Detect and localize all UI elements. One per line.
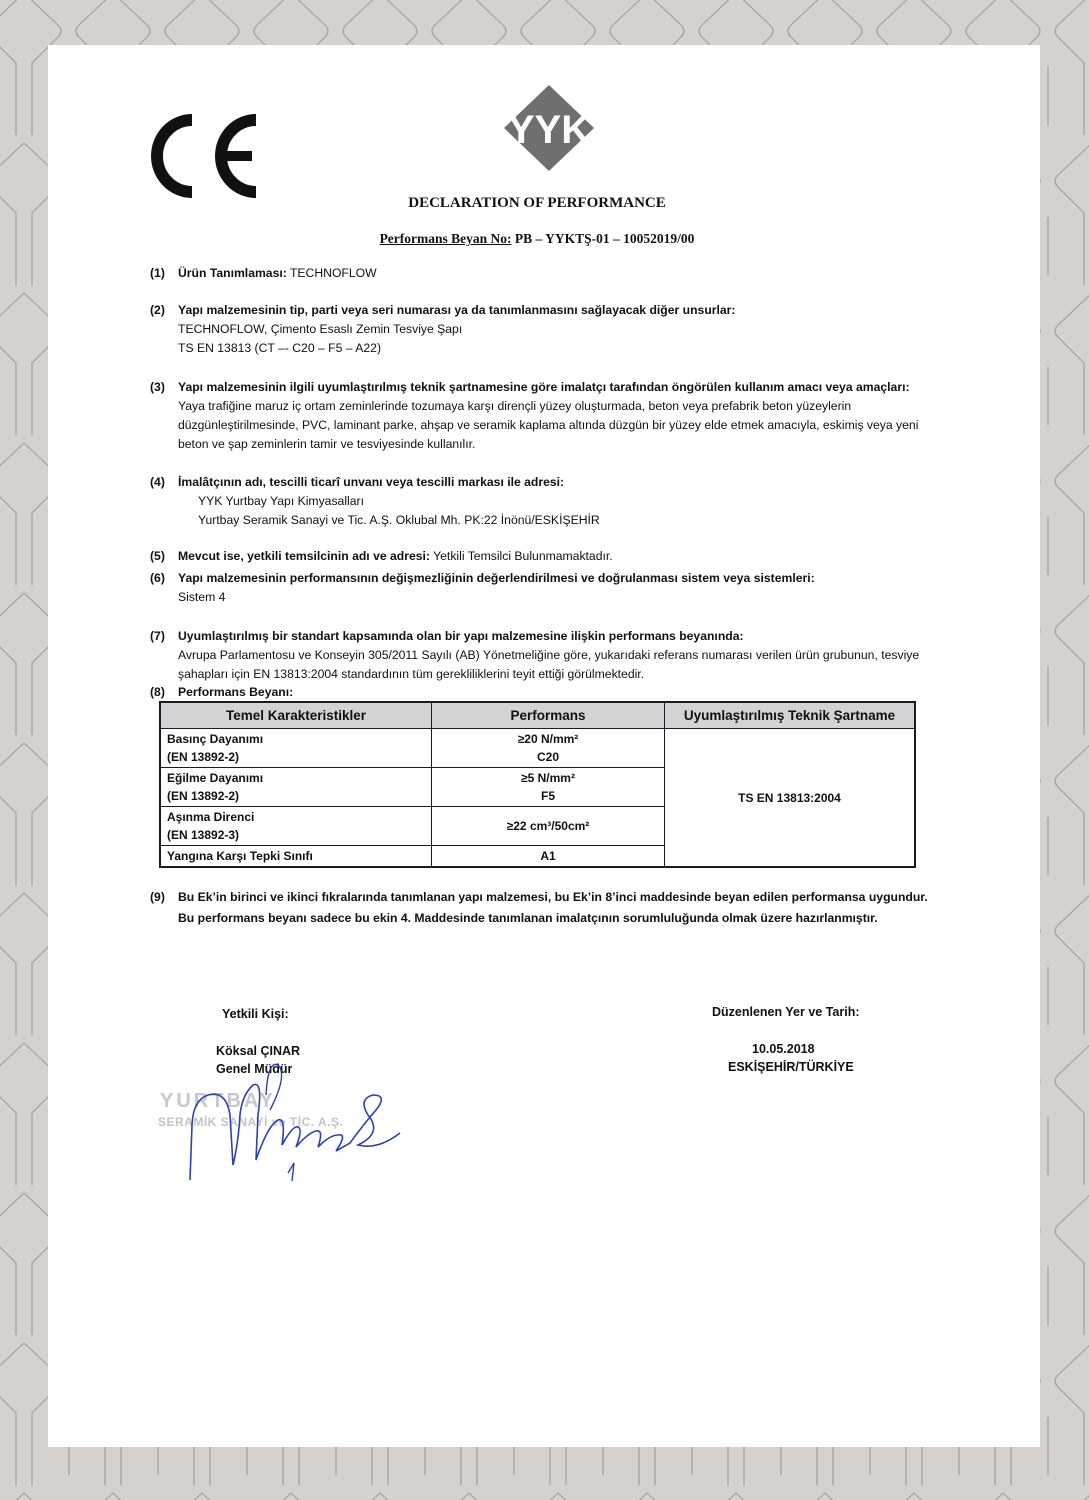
document-page bbox=[48, 45, 1040, 1447]
issue-place: ESKİŞEHİR/TÜRKİYE bbox=[728, 1060, 854, 1074]
characteristic-name: Eğilme Dayanımı bbox=[167, 771, 264, 785]
section-label: Performans Beyanı: bbox=[178, 685, 294, 699]
section-4 bbox=[150, 473, 930, 530]
section-label: Yapı malzemesinin performansının değişmezliğinin değerlendirilmesi ve doğrulanması sistem veya sistemleri: bbox=[178, 571, 815, 585]
issue-date: 10.05.2018 bbox=[752, 1042, 815, 1056]
characteristic-cell: Yangına Karşı Tepki Sınıfı bbox=[160, 846, 432, 868]
section-label: Yapı malzemesinin tip, parti veya seri numarası ya da tanımlanmasını sağlayacak diğer unsurlar: bbox=[178, 303, 736, 317]
section-number: (3) bbox=[150, 380, 165, 394]
characteristic-name: Aşınma Direnci bbox=[167, 810, 255, 824]
signatory-name: Köksal ÇINAR bbox=[216, 1044, 301, 1058]
section-5 bbox=[150, 547, 930, 566]
section-label: Ürün Tanımlaması: bbox=[178, 266, 287, 280]
section-text: TECHNOFLOW bbox=[286, 266, 377, 280]
section-8 bbox=[150, 683, 930, 702]
authorized-person-label: Yetkili Kişi: bbox=[222, 1007, 289, 1021]
column-header: Uyumlaştırılmış Teknik Şartname bbox=[665, 702, 916, 729]
document-title: DECLARATION OF PERFORMANCE bbox=[408, 195, 666, 211]
section-number: (4) bbox=[150, 475, 165, 489]
section-line: Sistem 4 bbox=[178, 590, 226, 604]
section-text: Avrupa Parlamentosu ve Konseyin 305/2011 Sayılı (AB) Yönetmeliğine göre, yukarıdaki referans numarası verilen ürün grubunun, tesviye şahapları için EN 13813:2004 standardının tüm gerekliliklerini teyit ettiği görülmektedir. bbox=[178, 648, 920, 681]
section-line: YYK Yurtbay Yapı Kimyasalları bbox=[198, 494, 364, 508]
section-2 bbox=[150, 301, 930, 358]
performance-cell: ≥22 cm³/50cm² bbox=[432, 807, 665, 846]
performance-table bbox=[159, 701, 916, 868]
performance-class: C20 bbox=[536, 750, 559, 764]
yyk-logo-icon bbox=[494, 83, 604, 173]
signatory-role: Genel Müdür bbox=[216, 1062, 293, 1076]
performance-cell: A1 bbox=[432, 846, 665, 868]
section-number: (5) bbox=[150, 549, 165, 563]
svg-text:YYK: YYK bbox=[507, 108, 591, 152]
declaration-number-label: Performans Beyan No: bbox=[379, 231, 512, 246]
section-label: Mevcut ise, yetkili temsilcinin adı ve adresi: bbox=[178, 549, 430, 563]
characteristic-standard: (EN 13892-2) bbox=[167, 789, 240, 803]
section-line: Yurtbay Seramik Sanayi ve Tic. A.Ş. Oklubal Mh. PK:22 İnönü/ESKİŞEHİR bbox=[198, 513, 600, 527]
performance-cell bbox=[432, 729, 665, 768]
section-number: (7) bbox=[150, 629, 165, 643]
section-number: (1) bbox=[150, 266, 165, 280]
section-3 bbox=[150, 378, 930, 454]
section-text: Yaya trafiğine maruz iç ortam zeminlerinde tozumaya karşı dirençli yüzey oluşturmada, beton veya prefabrik beton yüzeylerin düzgünleştirilmesinde, PVC, laminant parke, ahşap ve seramik kaplama altında düzgün bir yüzey elde etmek amacıyla, eskimiş veya yeni beton ve şap zeminlerin tamir ve tesviyesinde kullanılır. bbox=[178, 399, 919, 451]
performance-cell bbox=[432, 768, 665, 807]
section-text: Bu Ek’in birinci ve ikinci fıkralarında tanımlanan yapı malzemesi, bu Ek’in 8’inci maddesinde beyan edilen performansa uygundur. Bu performans beyanı sadece bu ekin 4. Maddesinde tanımlanan imalatçının sorumluluğunda olmak üzere hazırlanmıştır. bbox=[178, 890, 928, 925]
company-stamp-line1: YURTBAY bbox=[160, 1090, 276, 1112]
characteristic-cell bbox=[160, 729, 432, 768]
section-number: (9) bbox=[150, 890, 165, 904]
characteristic-name: Basınç Dayanımı bbox=[167, 732, 264, 746]
section-number: (2) bbox=[150, 303, 165, 317]
section-line: TS EN 13813 (CT –- C20 – F5 – A22) bbox=[178, 341, 381, 355]
section-label: Uyumlaştırılmış bir standart kapsamında olan bir yapı malzemesine ilişkin performans beyanında: bbox=[178, 629, 744, 643]
characteristic-standard: (EN 13892-2) bbox=[167, 750, 240, 764]
performance-value: ≥5 N/mm² bbox=[521, 771, 575, 785]
declaration-number-value: PB – YYKTŞ-01 – 10052019/00 bbox=[511, 231, 695, 246]
characteristic-cell bbox=[160, 807, 432, 846]
section-number: (6) bbox=[150, 571, 165, 585]
table-header-row bbox=[160, 702, 915, 729]
place-date-label: Düzenlenen Yer ve Tarih: bbox=[712, 1005, 860, 1019]
section-6 bbox=[150, 569, 930, 607]
characteristic-cell bbox=[160, 768, 432, 807]
column-header: Temel Karakteristikler bbox=[160, 702, 432, 729]
section-line: TECHNOFLOW, Çimento Esaslı Zemin Tesviye Şapı bbox=[178, 322, 463, 336]
ce-mark-icon bbox=[148, 110, 268, 200]
section-7 bbox=[150, 627, 930, 684]
section-label: İmalâtçının adı, tescilli ticarî unvanı veya tescilli markası ile adresi: bbox=[178, 475, 565, 489]
column-header: Performans bbox=[432, 702, 665, 729]
section-label: Yapı malzemesinin ilgili uyumlaştırılmış teknik şartnamesine göre imalatçı tarafından öngörülen kullanım amacı veya amaçları: bbox=[178, 380, 910, 394]
performance-class: F5 bbox=[540, 789, 555, 803]
company-stamp-line2: SERAMİK SANAYİ ve TİC. A.Ş. bbox=[158, 1115, 344, 1129]
signature-icon bbox=[178, 1055, 408, 1185]
section-1 bbox=[150, 264, 930, 283]
section-9 bbox=[150, 887, 940, 929]
performance-value: ≥20 N/mm² bbox=[517, 732, 579, 746]
section-number: (8) bbox=[150, 685, 165, 699]
table-row bbox=[160, 729, 915, 768]
characteristic-standard: (EN 13892-3) bbox=[167, 828, 240, 842]
spec-cell: TS EN 13813:2004 bbox=[665, 729, 916, 868]
section-text: Yetkili Temsilci Bulunmamaktadır. bbox=[429, 549, 613, 563]
declaration-number bbox=[48, 231, 1026, 247]
